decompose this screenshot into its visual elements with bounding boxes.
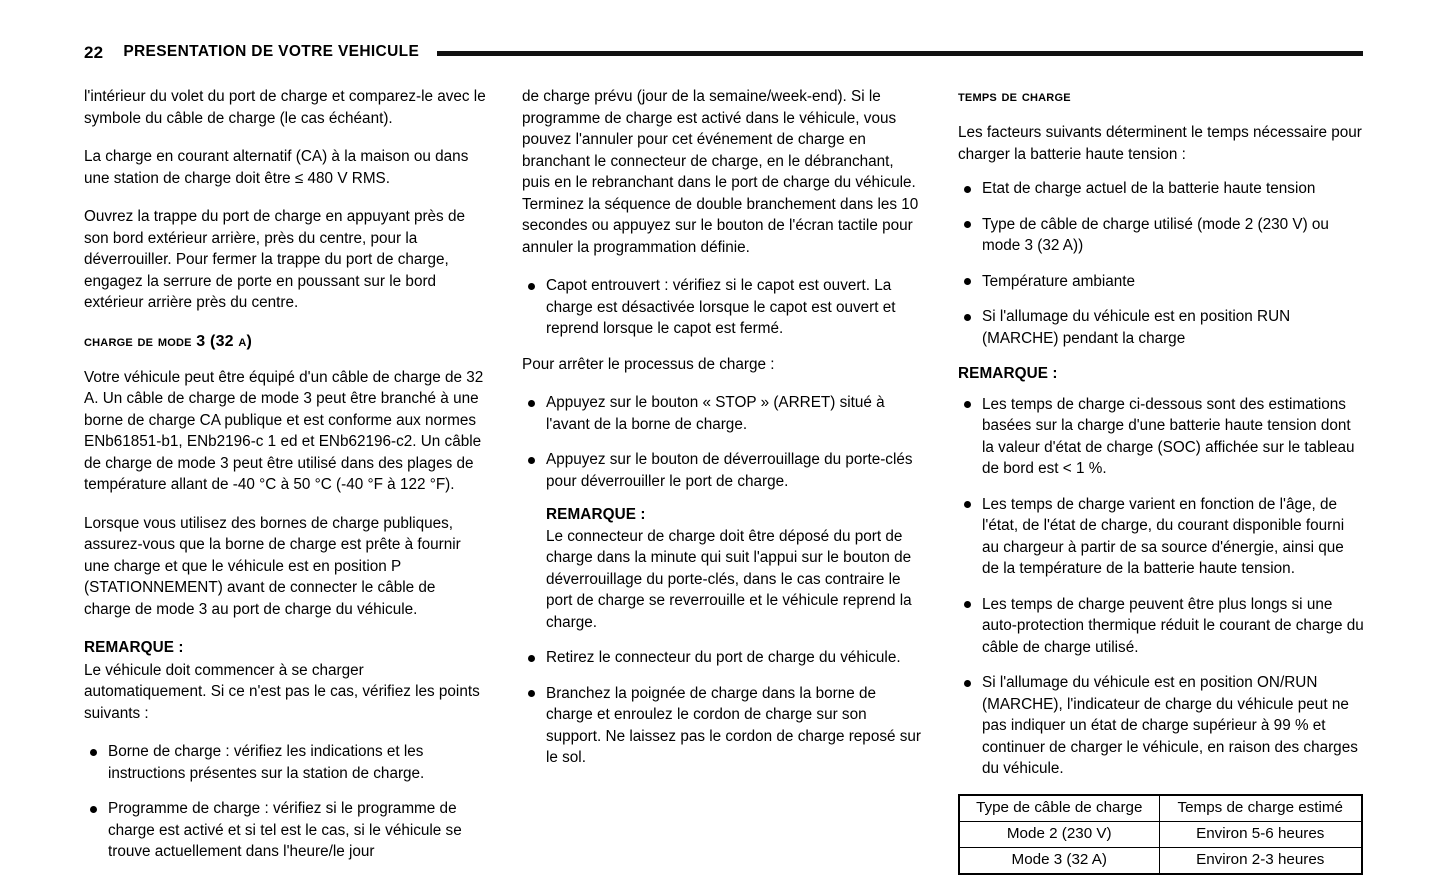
bullet-icon <box>528 283 535 290</box>
note-label-col1: REMARQUE : <box>84 639 184 656</box>
table-cell-cable-type: Mode 2 (230 V) <box>959 821 1159 847</box>
page-header <box>84 38 1363 66</box>
paragraph-ac-voltage: La charge en courant alternatif (CA) à la maison ou dans une station de charge doit être ≤ 480 V RMS. <box>84 148 469 187</box>
bullet-icon <box>964 314 971 321</box>
note-text-col1: Le véhicule doit commencer à se charger automatiquement. Si ce n'est pas le cas, vérifiez les points suivants : <box>84 661 480 722</box>
bullet-icon <box>528 400 535 407</box>
list-item-text: Borne de charge : vérifiez les indications et les instructions présentes sur la station de charge. <box>108 743 425 782</box>
bullet-list-col1 <box>84 741 486 863</box>
list-item-text: Les temps de charge varient en fonction de l'âge, de l'état, de l'état de charge, du courant disponible fourni au chargeur à partir de sa source d'énergie, ainsi que de la température de la batterie haute tension. <box>982 495 1345 577</box>
list-item <box>522 647 922 669</box>
bullet-icon <box>90 806 97 813</box>
content-columns <box>84 86 1364 868</box>
table-cell-estimated-time: Environ 2-3 heures <box>1159 847 1362 874</box>
header-rule <box>437 51 1363 56</box>
bullet-icon <box>528 690 535 697</box>
bullet-icon <box>528 655 535 662</box>
list-item <box>958 494 1364 580</box>
bullet-list-factors <box>958 178 1364 349</box>
list-item <box>522 275 922 340</box>
column-1 <box>84 86 486 860</box>
column-3 <box>958 86 1364 868</box>
spacer <box>958 349 1364 363</box>
list-item <box>958 394 1364 480</box>
note-text-col2: Le connecteur de charge doit être déposé du port de charge dans la minute qui suit l'appui sur le bouton de déverrouillage du porte-clés, dans le cas contraire le port de charge se reverrouille et le véhicule reprend la charge. <box>546 527 912 631</box>
list-item-text: Si l'allumage du véhicule est en position RUN (MARCHE) pendant la charge <box>982 308 1291 347</box>
note-label-col2: REMARQUE : <box>546 506 646 523</box>
list-item-text: Retirez le connecteur du port de charge du véhicule. <box>546 649 901 666</box>
list-item <box>958 178 1364 200</box>
bullet-icon <box>964 221 971 228</box>
charge-time-table-wrap <box>958 794 1364 875</box>
list-item-text: Les temps de charge ci-dessous sont des estimations basées sur la charge d'une batterie haute tension dont la valeur d'état de charge (SOC) affichée sur le tableau de bord est < 1 %. <box>982 395 1355 477</box>
list-item <box>958 214 1364 257</box>
bullet-icon <box>964 401 971 408</box>
list-item-text: Si l'allumage du véhicule est en position ON/RUN (MARCHE), l'indicateur de charge du véhicule peut ne pas indiquer un état de charge supérieur à 99 % et continuer de charger le véhicule, en raison des charges du véhicule. <box>982 674 1358 777</box>
table-header <box>959 795 1362 822</box>
paragraph-stop-intro: Pour arrêter le processus de charge : <box>522 355 775 373</box>
table-header-cell-cable-type: Type de câble de charge <box>959 795 1159 822</box>
spacer <box>522 340 922 354</box>
list-item-text: Type de câble de charge utilisé (mode 2 (230 V) ou mode 3 (32 A)) <box>982 215 1329 254</box>
list-item <box>84 741 486 784</box>
spacer <box>958 386 1364 394</box>
bullet-icon <box>964 680 971 687</box>
page-title: PRESENTATION DE VOTRE VEHICULE <box>123 43 420 61</box>
paragraph-intro-continued: l'intérieur du volet du port de charge et comparez-le avec le symbole du câble de charge (le cas échéant). <box>84 88 486 127</box>
list-item <box>522 449 922 633</box>
bullet-list-stop-steps <box>522 392 922 769</box>
table-header-cell-estimated-time: Temps de charge estimé <box>1159 795 1362 822</box>
list-item <box>522 392 922 435</box>
list-item-text: Etat de charge actuel de la batterie haute tension <box>982 180 1316 197</box>
nested-note-col2 <box>546 504 922 633</box>
paragraph-factors-intro: Les facteurs suivants déterminent le temps nécessaire pour charger la batterie haute tension : <box>958 124 1362 163</box>
list-item-text: Appuyez sur le bouton de déverrouillage du porte-clés pour déverrouiller le port de charge. <box>546 451 913 490</box>
bullet-icon <box>964 186 971 193</box>
bullet-icon <box>964 278 971 285</box>
bullet-list-notes <box>958 394 1364 780</box>
charge-time-table <box>958 794 1363 875</box>
paragraph-schedule-continued: de charge prévu (jour de la semaine/week-end). Si le programme de charge est activé dans le véhicule, vous pouvez l'annuler pour cet événement de charge en branchant le connecteur de charge, en le débranchant, puis en le rebranchant dans le port de charge du véhicule. Terminez la séquence de double branchement dans les 10 secondes ou appuyez sur le bouton de l'écran tactile pour annuler la programmation définie. <box>522 88 919 256</box>
list-item <box>958 672 1364 780</box>
list-item-text: Température ambiante <box>982 272 1136 290</box>
list-item-text: Capot entrouvert : vérifiez si le capot est ouvert. La charge est désactivée lorsque le capot est ouvert et reprend lorsque le capot est fermé. <box>546 277 896 337</box>
table-cell-estimated-time: Environ 5-6 heures <box>1159 821 1362 847</box>
list-item-text: Appuyez sur le bouton « STOP » (ARRET) situé à l'avant de la borne de charge. <box>546 394 885 433</box>
page-number: 22 <box>84 42 104 62</box>
list-item-text: Les temps de charge peuvent être plus longs si une auto-protection thermique réduit le courant de charge du câble de charge utilisé. <box>982 595 1364 656</box>
bullet-list-hood <box>522 275 922 340</box>
bullet-icon <box>90 749 97 756</box>
list-item <box>84 798 486 863</box>
list-item-text: Programme de charge : vérifiez si le programme de charge est activé et si tel est le cas, si le véhicule se trouve actuellement dans l'heure/le jour <box>108 800 462 860</box>
list-item <box>958 306 1364 349</box>
list-item-text: Branchez la poignée de charge dans la borne de charge et enroulez le cordon de charge sur son support. Ne laissez pas le cordon de charge reposé sur le sol. <box>546 684 921 766</box>
table-cell-cable-type: Mode 3 (32 A) <box>959 847 1159 874</box>
list-item <box>958 594 1364 659</box>
bullet-icon <box>964 601 971 608</box>
list-item <box>958 271 1364 293</box>
heading-temps-de-charge: temps de charge <box>958 88 1071 105</box>
paragraph-charge-door: Ouvrez la trappe du port de charge en appuyant près de son bord extérieur arrière, près du centre, pour la déverrouiller. Pour fermer la trappe du port de charge, engagez la serrure de porte en poussant sur le bord extérieur arrière près du centre. <box>84 208 465 311</box>
table-body <box>959 821 1362 874</box>
list-item <box>522 683 922 769</box>
table-header-row <box>959 795 1362 822</box>
heading-charge-mode-3: charge de mode 3 (32 a) <box>84 332 253 350</box>
note-label-col3: REMARQUE : <box>958 365 1058 382</box>
bullet-icon <box>964 501 971 508</box>
table-row <box>959 847 1362 874</box>
paragraph-public-stations: Lorsque vous utilisez des bornes de charge publiques, assurez-vous que la borne de charge est prête à fournir une charge et que le véhicule est en position P (STATIONNEMENT) avant de connecter le câble de charge de mode 3 au port de charge du véhicule. <box>84 514 461 618</box>
paragraph-mode3-cable: Votre véhicule peut être équipé d'un câble de charge de 32 A. Un câble de charge de mode 3 peut être branché à une borne de charge CA publique et est conforme aux normes ENb61851-b1, ENb2196-c 1 ed et ENb62196-c2. Un câble de charge de mode 3 peut être utilisé dans des plages de température allant de -40 °C à 50 °C (-40 °F à 122 °F). <box>84 368 484 493</box>
table-row <box>959 821 1362 847</box>
column-2 <box>522 86 922 856</box>
bullet-icon <box>528 457 535 464</box>
